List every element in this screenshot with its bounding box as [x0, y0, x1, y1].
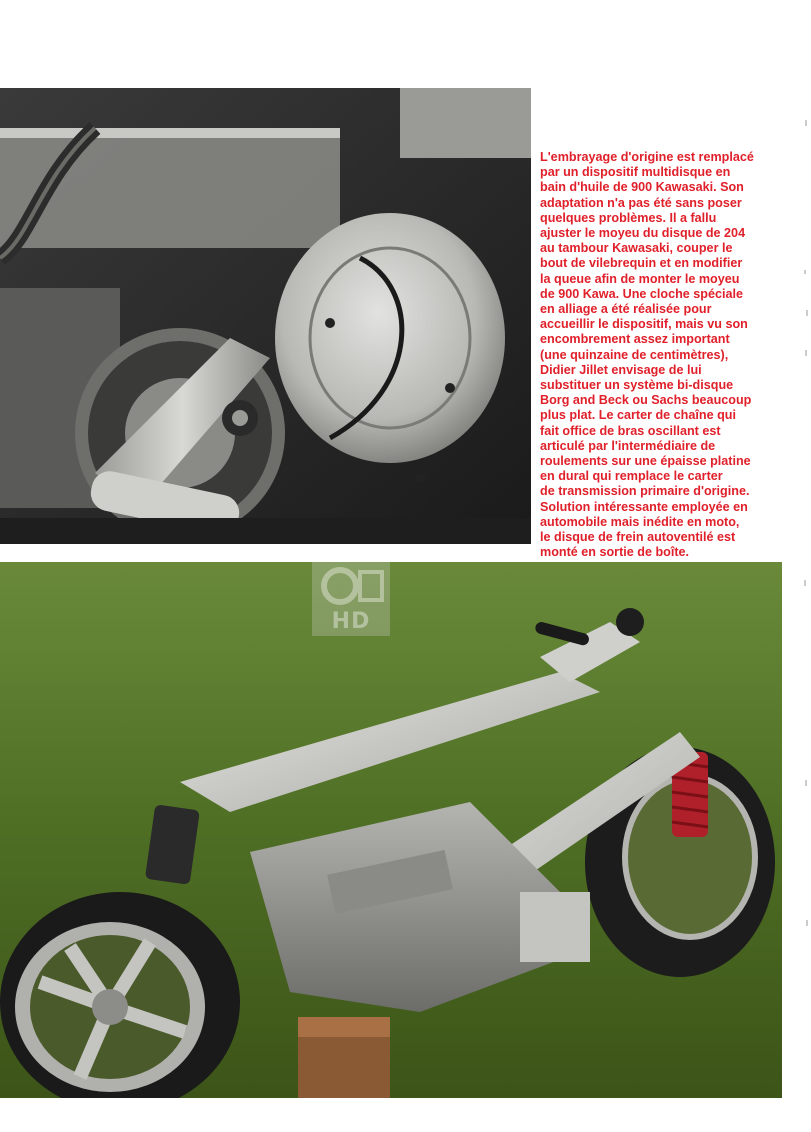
caption-line: encombrement assez important [540, 332, 730, 347]
engine-clutch-photo [0, 88, 531, 544]
caption-line: fait office de bras oscillant est [540, 423, 721, 438]
caption-line: la queue afin de monter le moyeu [540, 271, 740, 286]
caption-line: monté en sortie de boîte. [540, 545, 690, 560]
caption-line: Solution intéressante employée en [540, 499, 748, 514]
caption-line: le disque de frein autoventilé est [540, 530, 736, 545]
motorcycle-frame-photo [0, 562, 782, 1098]
caption-line: ajuster le moyeu du disque de 204 [540, 226, 746, 241]
caption-line: en alliage a été réalisée pour [540, 302, 712, 317]
caption-line: Borg and Beck ou Sachs beaucoup [540, 393, 752, 408]
caption-line: bain d'huile de 900 Kawasaki. Son [540, 180, 744, 195]
watermark-logo [312, 562, 390, 636]
caption-line: L'embrayage d'origine est remplacé [540, 150, 754, 164]
caption-line: au tambour Kawasaki, couper le [540, 241, 733, 256]
caption-line: articulé par l'intermédiaire de [540, 438, 716, 453]
caption-line: plus plat. Le carter de chaîne qui [540, 408, 736, 423]
scan-edge-marks [800, 60, 811, 1100]
caption-line: adaptation n'a pas été sans poser [540, 195, 742, 210]
caption-line: automobile mais inédite en moto, [540, 514, 740, 529]
caption-line: Didier Jillet envisage de lui [540, 362, 702, 377]
caption-line: en dural qui remplace le carter [540, 469, 723, 484]
caption-line: substituer un système bi-disque [540, 378, 734, 393]
caption-line: roulements sur une épaisse platine [540, 454, 751, 469]
caption-line: quelques problèmes. Il a fallu [540, 210, 717, 225]
caption-line: de 900 Kawa. Une cloche spéciale [540, 286, 744, 301]
caption-line: par un dispositif multidisque en [540, 165, 731, 180]
watermark-text: HD [331, 609, 371, 634]
caption-line: accueillir le dispositif, mais vu son [540, 317, 748, 332]
caption-line: de transmission primaire d'origine. [540, 484, 750, 499]
photo-caption [540, 150, 785, 560]
caption-line: bout de vilebrequin et en modifier [540, 256, 743, 271]
caption-line: (une quinzaine de centimètres), [540, 347, 729, 362]
